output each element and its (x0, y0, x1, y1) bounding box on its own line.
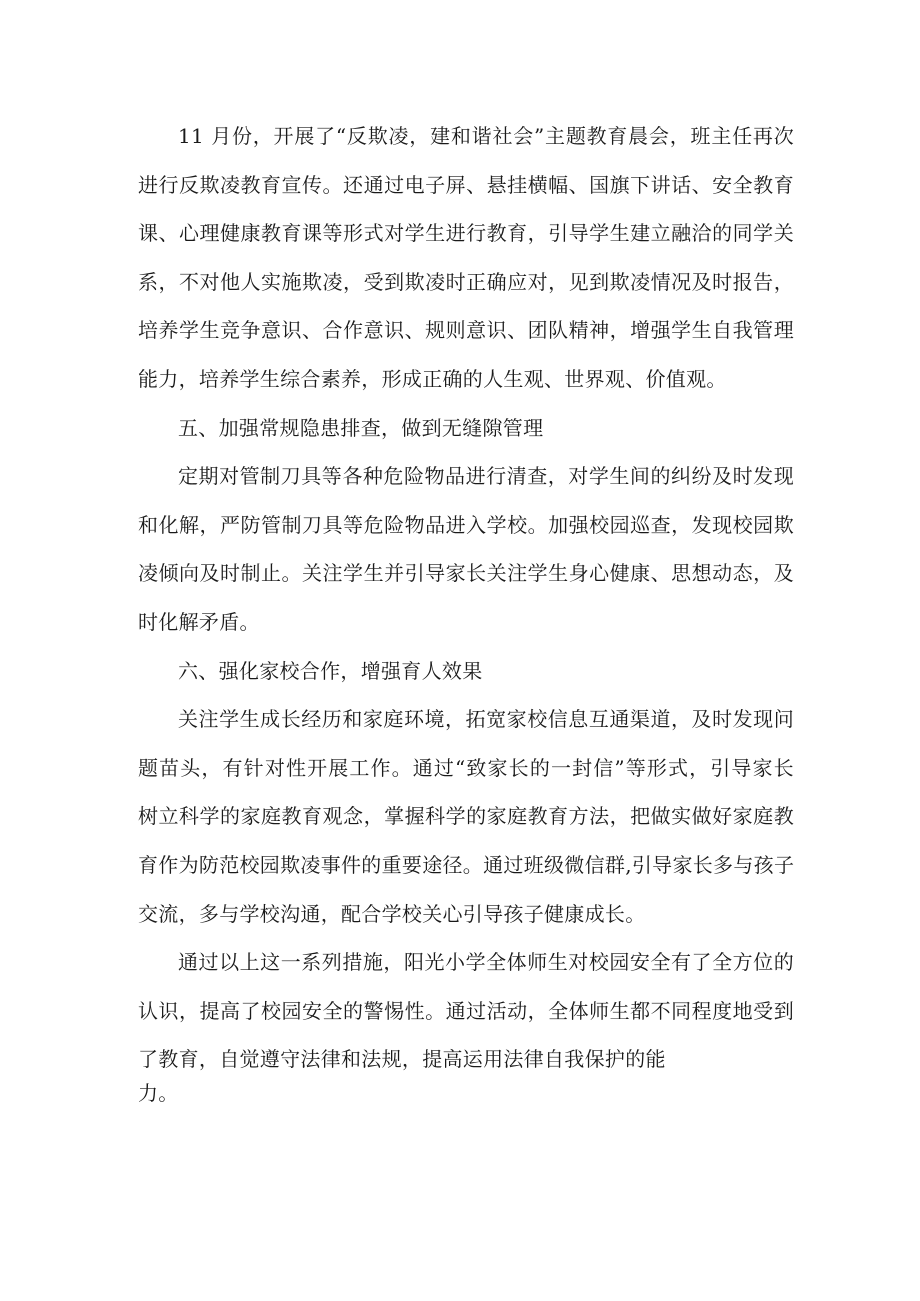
text-line: 认识，提高了校园安全的警惕性。通过活动，全体师生都不同程度地受到 (138, 998, 794, 1023)
text-line: 了教育，自觉遵守法律和法规，提高运用法律自我保护的能 (138, 1047, 666, 1072)
section-heading-6 (138, 647, 794, 696)
text-line: 和化解，严防管制刀具等危险物品进入学校。加强校园巡查，发现校园欺 (138, 512, 794, 537)
document-body (138, 112, 794, 1108)
paragraph-inspection (138, 452, 794, 646)
text-line-tail: 力。 (138, 1080, 179, 1105)
text-line: 11 月份，开展了“反欺凌，建和谐社会”主题教育晨会，班主任再次 (178, 124, 794, 148)
text-line: 课、心理健康教育课等形式对学生进行教育，引导学生建立融洽的同学关 (138, 221, 794, 246)
text-line: 凌倾向及时制止。关注学生并引导家长关注学生身心健康、思想动态，及 (138, 561, 794, 586)
heading-text: 五、加强常规隐患排查，做到无缝隙管理 (178, 415, 544, 440)
section-heading-5 (138, 404, 794, 453)
text-line: 能力，培养学生综合素养，形成正确的人生观、世界观、价值观。 (138, 366, 727, 391)
text-line: 通过以上这一系列措施，阳光小学全体师生对校园安全有了全方位的 (178, 950, 794, 975)
text-line: 树立科学的家庭教育观念，掌握科学的家庭教育方法，把做实做好家庭教 (138, 804, 794, 829)
text-line: 定期对管制刀具等各种危险物品进行清查，对学生间的纠纷及时发现 (178, 464, 794, 489)
text-line: 系，不对他人实施欺凌，受到欺凌时正确应对，见到欺凌情况及时报告， (138, 269, 794, 294)
heading-text: 六、强化家校合作，增强育人效果 (178, 658, 483, 683)
text-line: 进行反欺凌教育宣传。还通过电子屏、悬挂横幅、国旗下讲话、安全教育 (138, 172, 794, 197)
text-line: 交流，多与学校沟通，配合学校关心引导孩子健康成长。 (138, 901, 646, 926)
text-line: 时化解矛盾。 (138, 609, 260, 634)
text-line: 育作为防范校园欺凌事件的重要途径。通过班级微信群,引导家长多与孩子 (138, 852, 794, 877)
paragraph-class-meeting (138, 112, 794, 404)
text-line: 关注学生成长经历和家庭环境，拓宽家校信息互通渠道，及时发现问 (178, 707, 794, 732)
text-line: 培养学生竞争意识、合作意识、规则意识、团队精神，增强学生自我管理 (138, 318, 794, 343)
paragraph-home-school (138, 695, 794, 938)
paragraph-conclusion (138, 938, 794, 1108)
text-line: 题苗头，有针对性开展工作。通过“致家长的一封信”等形式，引导家长 (138, 755, 794, 780)
